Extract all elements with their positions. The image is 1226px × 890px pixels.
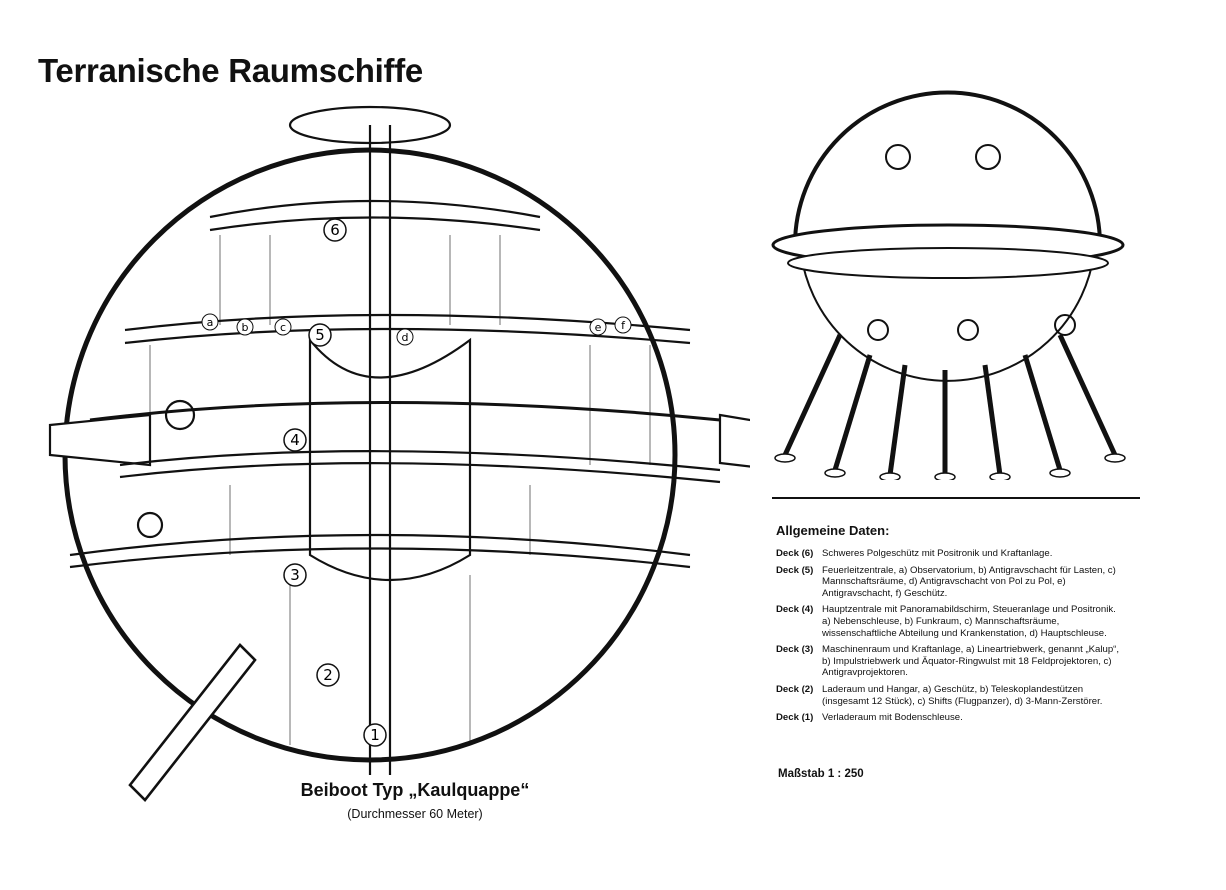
illustration-caption: Beiboot Typ „Kaulquappe“ xyxy=(300,780,530,800)
deck-description: Schweres Polgeschütz mit Positronik und Kraftanlage. xyxy=(822,548,1053,559)
page-title: Terranische Raumschiffe xyxy=(38,52,423,89)
deck-description: Maschinenraum und Kraftanlage, a) Lineartriebwerk, genannt „Kalup“, b) Impulstriebwerk und Äquator-Ringwulst mit 18 Feldprojektoren, c) Antigravprojektoren. xyxy=(822,644,1120,679)
cutaway-illustration xyxy=(30,85,750,805)
deck-entry xyxy=(776,565,1126,600)
deck-label: 2 xyxy=(323,666,333,684)
divider-line xyxy=(772,497,1140,499)
deck-label: Deck (3) xyxy=(776,644,814,656)
illustration-subcaption: (Durchmesser 60 Meter) xyxy=(347,807,483,821)
deck-entry xyxy=(776,604,1126,639)
deck-label: 3 xyxy=(290,566,300,584)
deck-label: Deck (6) xyxy=(776,548,814,559)
deck-label: 6 xyxy=(330,221,340,239)
deck-entry xyxy=(776,644,1126,679)
specs-heading: Allgemeine Daten: xyxy=(776,523,890,538)
exterior-illustration xyxy=(770,85,1150,480)
deck-description: Verladeraum mit Bodenschleuse. xyxy=(822,712,963,724)
deck-description: Hauptzentrale mit Panoramabildschirm, Steueranlage und Positronik. a) Nebenschleuse, b) Funkraum, c) Mannschaftsräume, wissenschaftliche Abteilung und Krankenstation, d) Hauptschleuse. xyxy=(822,604,1116,639)
deck-label: Deck (4) xyxy=(776,604,814,616)
deck-label: 1 xyxy=(370,726,380,744)
callout-label: c xyxy=(279,321,287,334)
deck-label: Deck (5) xyxy=(776,564,814,576)
deck-entry xyxy=(776,712,1126,724)
deck-label: 4 xyxy=(290,431,300,449)
callout-label: b xyxy=(241,321,249,334)
deck-description: Feuerleitzentrale, a) Observatorium, b) Antigravschacht für Lasten, c) Mannschaftsräume, d) Antigravschacht von Pol zu Pol, e) Antigravschacht, f) Geschütz. xyxy=(822,564,1116,599)
deck-entry xyxy=(776,684,1126,707)
deck-description: Laderaum und Hangar, a) Geschütz, b) Teleskoplandestützen (insgesamt 12 Stück), c) Shifts (Flugpanzer), d) 3-Mann-Zerstörer. xyxy=(822,683,1103,707)
deck-label: 5 xyxy=(315,326,325,344)
callout-label: a xyxy=(206,316,214,329)
callout-label: e xyxy=(594,321,602,334)
deck-entry xyxy=(776,548,1126,560)
callout-label: f xyxy=(621,319,625,332)
scale-label: Maßstab 1 : 250 xyxy=(778,768,864,780)
deck-list xyxy=(776,548,1126,729)
deck-label: Deck (1) xyxy=(776,712,814,724)
deck-label: Deck (2) xyxy=(776,683,814,695)
callout-label: d xyxy=(401,331,409,344)
